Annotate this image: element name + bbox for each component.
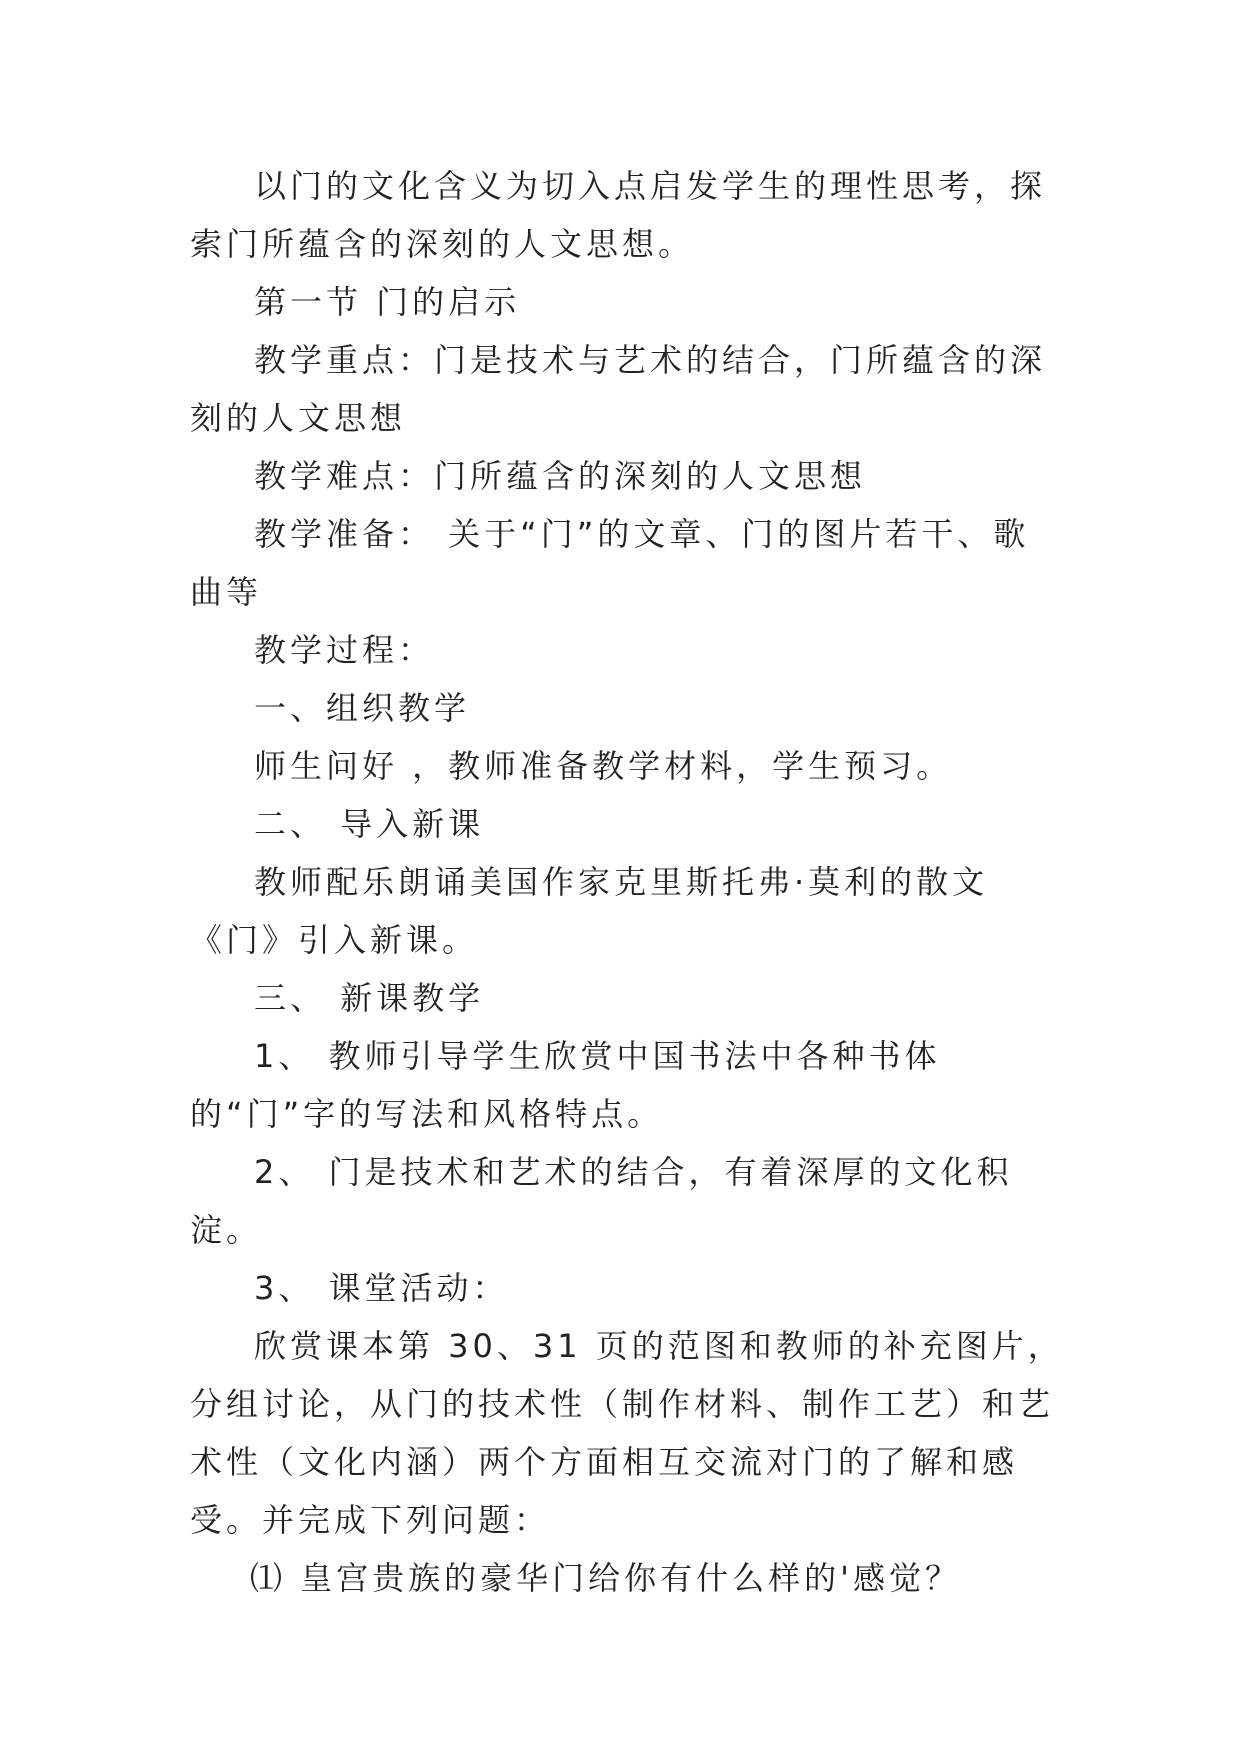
paragraph-teaching-focus: 教学重点：门是技术与艺术的结合，门所蕴含的深刻的人文思想 — [190, 341, 1047, 437]
paragraph-recitation: 教师配乐朗诵美国作家克里斯托弗·莫利的散文《门》引入新课。 — [190, 863, 989, 959]
section-heading: 第一节 门的启示 — [254, 283, 521, 321]
list-item-3: 3、 课堂活动： — [254, 1269, 509, 1307]
paragraph-teaching-process: 教学过程： — [254, 631, 435, 669]
step-heading-organize: 一、组织教学 — [254, 689, 471, 727]
paragraph-teaching-difficulty: 教学难点：门所蕴含的深刻的人文思想 — [254, 457, 867, 495]
document-body — [190, 157, 1065, 1607]
paragraph-activity: 欣赏课本第 30、31 页的范图和教师的补充图片，分组讨论，从门的技术性（制作材料、制作工艺）和艺术性（文化内涵）两个方面相互交流对门的了解和感受。并完成下列问题： — [190, 1327, 1064, 1539]
step-heading-new-lesson: 三、 新课教学 — [254, 979, 485, 1017]
list-item-1: 1、 教师引导学生欣赏中国书法中各种书体的“门”字的写法和风格特点。 — [190, 1037, 941, 1133]
paragraph-intro: 以门的文化含义为切入点启发学生的理性思考，探索门所蕴含的深刻的人文思想。 — [190, 167, 1047, 263]
paragraph-greeting: 师生问好 ，教师准备教学材料，学生预习。 — [254, 747, 953, 785]
step-heading-introduction: 二、 导入新课 — [254, 805, 485, 843]
question-item-1: ⑴ 皇宫贵族的豪华门给你有什么样的'感觉？ — [250, 1559, 961, 1597]
paragraph-teaching-preparation: 教学准备： 关于“门”的文章、门的图片若干、歌曲等 — [190, 515, 1030, 611]
list-item-2: 2、 门是技术和艺术的结合，有着深厚的文化积淀。 — [190, 1153, 1013, 1249]
